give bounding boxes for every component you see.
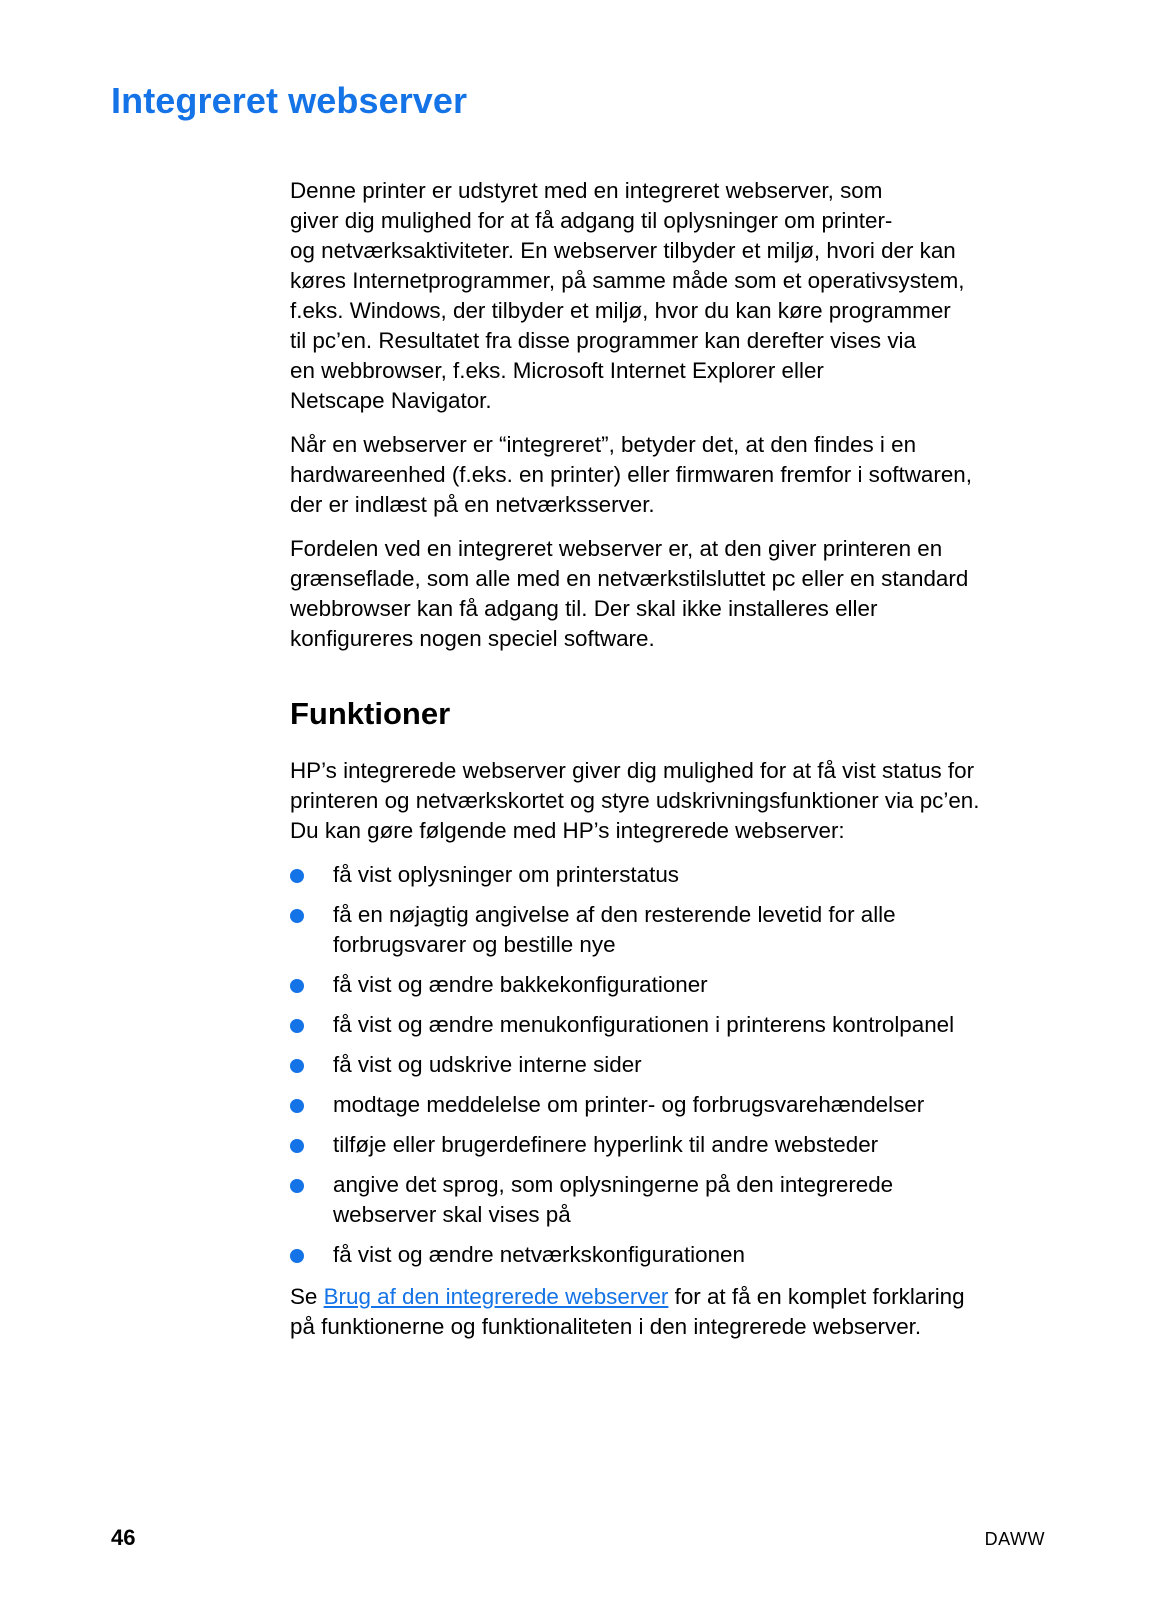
intro-paragraph-2 — [290, 430, 1050, 520]
text-line: få vist og udskrive interne sider — [333, 1052, 642, 1077]
bullet-dot-icon — [290, 1249, 304, 1263]
intro-paragraph-3 — [290, 534, 1050, 654]
list-item — [290, 860, 1050, 890]
list-item — [290, 1130, 1050, 1160]
text-line — [290, 1282, 1050, 1312]
text-line: få vist og ændre netværkskonfigurationen — [333, 1242, 745, 1267]
text-line: konfigureres nogen speciel software. — [290, 626, 655, 651]
text-line: der er indlæst på en netværksserver. — [290, 492, 655, 517]
text-line: giver dig mulighed for at få adgang til oplysninger om printer- — [290, 208, 893, 233]
text-line: få vist og ændre bakkekonfigurationer — [333, 972, 708, 997]
text-line: Denne printer er udstyret med en integreret webserver, som — [290, 178, 883, 203]
bullet-dot-icon — [290, 1019, 304, 1033]
text-line: og netværksaktiviteter. En webserver tilbyder et miljø, hvori der kan — [290, 238, 956, 263]
bullet-dot-icon — [290, 979, 304, 993]
main-content — [290, 176, 1050, 1356]
text-line: tilføje eller brugerdefinere hyperlink til andre websteder — [333, 1132, 879, 1157]
text-line: printeren og netværkskortet og styre udskrivningsfunktioner via pc’en. — [290, 788, 980, 813]
text-line: få vist og ændre menukonfigurationen i printerens kontrolpanel — [333, 1012, 955, 1037]
text-line: køres Internetprogrammer, på samme måde som et operativsystem, — [290, 268, 965, 293]
text-line: Fordelen ved en integreret webserver er, at den giver printeren en — [290, 536, 943, 561]
text-line: en webbrowser, f.eks. Microsoft Internet Explorer eller — [290, 358, 824, 383]
bullet-dot-icon — [290, 869, 304, 883]
bullet-dot-icon — [290, 1099, 304, 1113]
text-line: angive det sprog, som oplysningerne på den integrerede — [333, 1172, 894, 1197]
list-item — [290, 1050, 1050, 1080]
list-item — [290, 1170, 1050, 1230]
text-line: modtage meddelelse om printer- og forbrugsvarehændelser — [333, 1092, 925, 1117]
text-line: f.eks. Windows, der tilbyder et miljø, hvor du kan køre programmer — [290, 298, 951, 323]
text-line: webbrowser kan få adgang til. Der skal ikke installeres eller — [290, 596, 878, 621]
text-line: Når en webserver er “integreret”, betyder det, at den findes i en — [290, 432, 917, 457]
page-number: 46 — [111, 1525, 136, 1550]
text-line: få vist oplysninger om printerstatus — [333, 862, 679, 887]
section-intro — [290, 756, 1050, 846]
list-item — [290, 1090, 1050, 1120]
text-line: webserver skal vises på — [333, 1202, 571, 1227]
text-line: grænseflade, som alle med en netværkstilsluttet pc eller en standard — [290, 566, 969, 591]
text-line: Du kan gøre følgende med HP’s integrerede webserver: — [290, 818, 845, 843]
list-item — [290, 900, 1050, 960]
closing-paragraph — [290, 1282, 1050, 1342]
text-line: forbrugsvarer og bestille nye — [333, 932, 616, 957]
feature-list — [290, 860, 1050, 1270]
bullet-dot-icon — [290, 1059, 304, 1073]
document-code: DAWW — [984, 1529, 1045, 1549]
closing-prefix: Se — [290, 1284, 324, 1309]
text-line: til pc’en. Resultatet fra disse programmer kan derefter vises via — [290, 328, 916, 353]
section-title: Funktioner — [290, 696, 451, 731]
list-item — [290, 1010, 1050, 1040]
intro-paragraph-1 — [290, 176, 1050, 416]
page-title: Integreret webserver — [111, 80, 468, 121]
text-line: på funktionerne og funktionaliteten i den integrerede webserver. — [290, 1314, 922, 1339]
closing-suffix: for at få en komplet forklaring — [668, 1284, 965, 1309]
text-line: HP’s integrerede webserver giver dig mulighed for at få vist status for — [290, 758, 975, 783]
text-line: få en nøjagtig angivelse af den resterende levetid for alle — [333, 902, 896, 927]
bullet-dot-icon — [290, 909, 304, 923]
text-line: hardwareenhed (f.eks. en printer) eller firmwaren fremfor i softwaren, — [290, 462, 972, 487]
embedded-webserver-link[interactable]: Brug af den integrerede webserver — [323, 1284, 669, 1309]
bullet-dot-icon — [290, 1179, 304, 1193]
bullet-dot-icon — [290, 1139, 304, 1153]
list-item — [290, 1240, 1050, 1270]
list-item — [290, 970, 1050, 1000]
text-line: Netscape Navigator. — [290, 388, 492, 413]
